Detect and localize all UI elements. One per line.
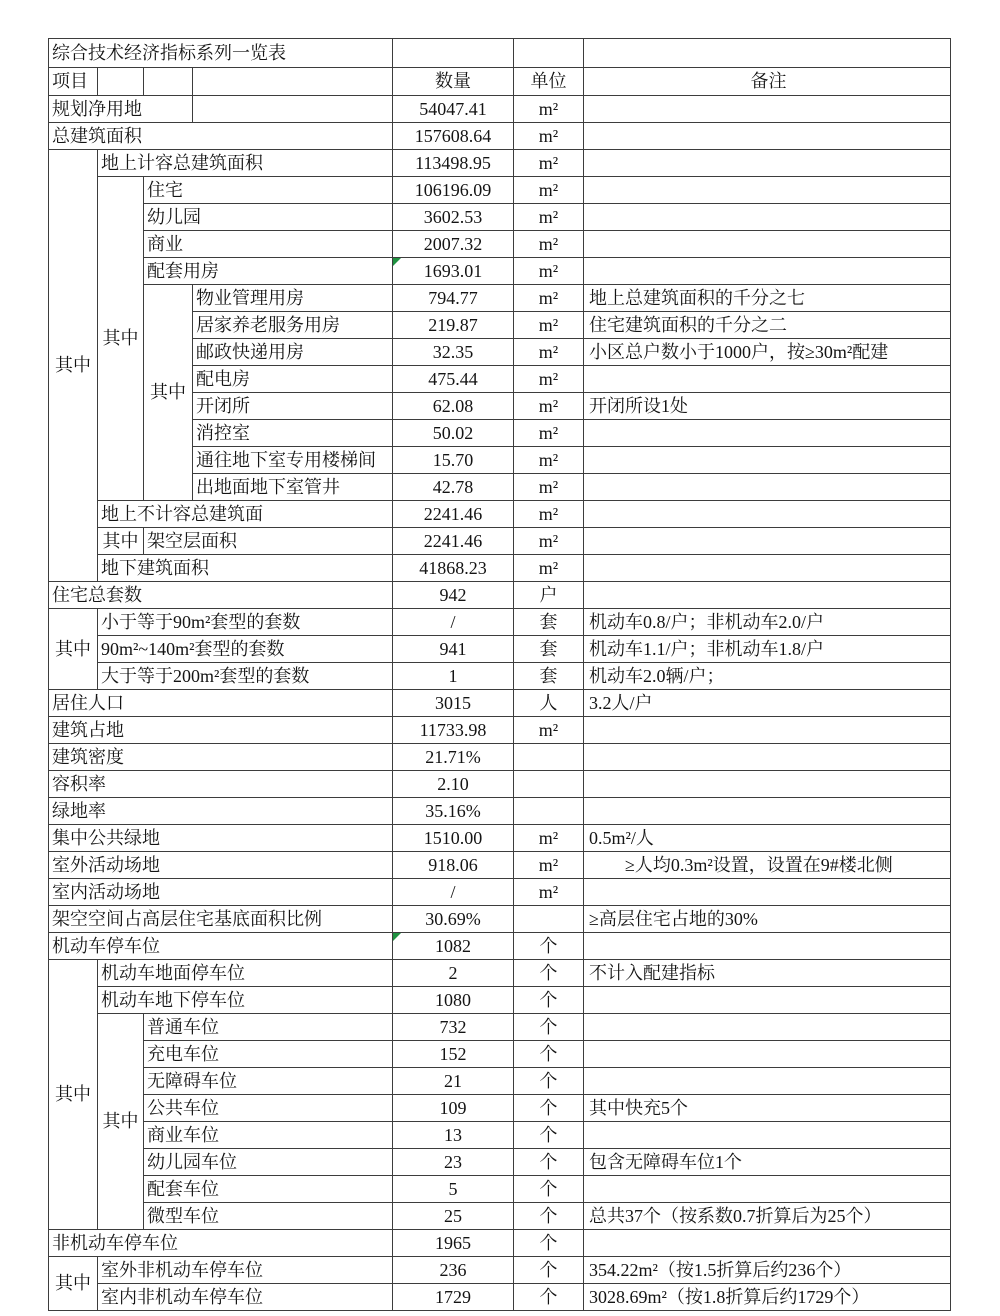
remarks-cell: 3.2人/户 <box>584 690 951 717</box>
unit-cell: 套 <box>514 663 584 690</box>
unit-cell <box>514 39 584 68</box>
table-row <box>49 285 951 312</box>
item-cell: 非机动车停车位 <box>49 1230 393 1257</box>
quantity-cell: 3602.53 <box>393 204 514 231</box>
unit-cell <box>514 744 584 771</box>
item-cell: 大于等于200m²套型的套数 <box>98 663 393 690</box>
remarks-cell: 其中快充5个 <box>584 1095 951 1122</box>
remarks-cell <box>584 231 951 258</box>
unit-cell: 个 <box>514 987 584 1014</box>
quantity-cell: 106196.09 <box>393 177 514 204</box>
unit-cell: m² <box>514 393 584 420</box>
quantity-cell: 5 <box>393 1176 514 1203</box>
item-cell <box>144 68 193 96</box>
remarks-cell <box>584 1122 951 1149</box>
remarks-cell <box>584 1041 951 1068</box>
remarks-cell: 总共37个（按系数0.7折算后为25个） <box>584 1203 951 1230</box>
table-row <box>49 1095 951 1122</box>
remarks-cell <box>584 771 951 798</box>
item-cell: 邮政快递用房 <box>193 339 393 366</box>
remarks-cell <box>584 798 951 825</box>
quantity-cell: 2241.46 <box>393 528 514 555</box>
unit-cell: m² <box>514 177 584 204</box>
table-row <box>49 1257 951 1284</box>
item-cell: 居家养老服务用房 <box>193 312 393 339</box>
unit-cell: m² <box>514 528 584 555</box>
remarks-cell <box>584 96 951 123</box>
item-cell <box>98 68 144 96</box>
unit-cell: 户 <box>514 582 584 609</box>
unit-cell: 个 <box>514 1230 584 1257</box>
unit-cell: 个 <box>514 1203 584 1230</box>
quantity-cell: 30.69% <box>393 906 514 933</box>
quantity-cell: 13 <box>393 1122 514 1149</box>
item-cell: 住宅总套数 <box>49 582 393 609</box>
item-cell: 规划净用地 <box>49 96 193 123</box>
quantity-cell: 21.71% <box>393 744 514 771</box>
remarks-cell: 地上总建筑面积的千分之七 <box>584 285 951 312</box>
unit-cell: m² <box>514 231 584 258</box>
table-row <box>49 690 951 717</box>
unit-cell: m² <box>514 474 584 501</box>
item-cell: 绿地率 <box>49 798 393 825</box>
table-row <box>49 582 951 609</box>
group-label-cell: 其中 <box>98 177 144 501</box>
item-cell: 出地面地下室管井 <box>193 474 393 501</box>
item-cell: 商业 <box>144 231 393 258</box>
item-cell: 消控室 <box>193 420 393 447</box>
remarks-cell <box>584 366 951 393</box>
remarks-cell <box>584 123 951 150</box>
item-cell: 地上不计容总建筑面 <box>98 501 393 528</box>
unit-cell: 个 <box>514 1176 584 1203</box>
table-row <box>49 1203 951 1230</box>
item-cell: 项目 <box>49 68 98 96</box>
table-row <box>49 96 951 123</box>
table-row <box>49 231 951 258</box>
quantity-cell: 2.10 <box>393 771 514 798</box>
unit-cell: m² <box>514 825 584 852</box>
unit-cell: 套 <box>514 636 584 663</box>
unit-cell: 个 <box>514 1014 584 1041</box>
quantity-cell <box>393 39 514 68</box>
quantity-cell: 54047.41 <box>393 96 514 123</box>
item-cell: 住宅 <box>144 177 393 204</box>
unit-cell: m² <box>514 447 584 474</box>
quantity-cell: 152 <box>393 1041 514 1068</box>
title-row <box>49 39 951 68</box>
unit-cell: 套 <box>514 609 584 636</box>
table-row <box>49 177 951 204</box>
item-cell: 建筑密度 <box>49 744 393 771</box>
quantity-cell: 918.06 <box>393 852 514 879</box>
quantity-cell: 1080 <box>393 987 514 1014</box>
unit-cell <box>514 906 584 933</box>
unit-cell: m² <box>514 339 584 366</box>
remarks-cell <box>584 582 951 609</box>
table-row <box>49 1041 951 1068</box>
unit-cell: 人 <box>514 690 584 717</box>
quantity-cell: 794.77 <box>393 285 514 312</box>
unit-cell: 个 <box>514 1095 584 1122</box>
item-cell: 架空层面积 <box>144 528 393 555</box>
table-row <box>49 852 951 879</box>
item-cell: 通往地下室专用楼梯间 <box>193 447 393 474</box>
item-cell: 架空空间占高层住宅基底面积比例 <box>49 906 393 933</box>
quantity-cell: 50.02 <box>393 420 514 447</box>
item-cell: 普通车位 <box>144 1014 393 1041</box>
remarks-cell: 住宅建筑面积的千分之二 <box>584 312 951 339</box>
item-cell: 无障碍车位 <box>144 1068 393 1095</box>
item-cell: 室外非机动车停车位 <box>98 1257 393 1284</box>
remarks-cell: 354.22m²（按1.5折算后约236个） <box>584 1257 951 1284</box>
remarks-cell <box>584 744 951 771</box>
item-cell: 地下建筑面积 <box>98 555 393 582</box>
unit-cell <box>514 798 584 825</box>
table-row <box>49 906 951 933</box>
table-row <box>49 555 951 582</box>
remarks-cell: 小区总户数小于1000户，按≥30m²配建 <box>584 339 951 366</box>
unit-cell: m² <box>514 96 584 123</box>
table-row <box>49 1122 951 1149</box>
remarks-cell <box>584 555 951 582</box>
quantity-cell: 42.78 <box>393 474 514 501</box>
quantity-cell: / <box>393 609 514 636</box>
item-cell <box>193 68 393 96</box>
quantity-cell: 35.16% <box>393 798 514 825</box>
comment-marker-icon <box>393 933 401 941</box>
item-cell: 90m²~140m²套型的套数 <box>98 636 393 663</box>
table-row <box>49 1014 951 1041</box>
quantity-cell: 62.08 <box>393 393 514 420</box>
remarks-cell: 3028.69m²（按1.8折算后约1729个） <box>584 1284 951 1311</box>
quantity-cell: 942 <box>393 582 514 609</box>
unit-cell: m² <box>514 366 584 393</box>
table-row <box>49 933 951 960</box>
quantity-header: 数量 <box>393 68 514 96</box>
unit-cell <box>514 771 584 798</box>
unit-cell: 个 <box>514 933 584 960</box>
item-cell: 机动车地下停车位 <box>98 987 393 1014</box>
table-row <box>49 987 951 1014</box>
unit-cell: 个 <box>514 1041 584 1068</box>
item-cell: 商业车位 <box>144 1122 393 1149</box>
item-cell: 微型车位 <box>144 1203 393 1230</box>
unit-cell: m² <box>514 150 584 177</box>
unit-cell: m² <box>514 312 584 339</box>
table-row <box>49 1176 951 1203</box>
item-cell: 机动车地面停车位 <box>98 960 393 987</box>
remarks-cell <box>584 1014 951 1041</box>
item-cell: 公共车位 <box>144 1095 393 1122</box>
remarks-cell <box>584 987 951 1014</box>
item-cell: 室内活动场地 <box>49 879 393 906</box>
table-row <box>49 258 951 285</box>
unit-cell: m² <box>514 204 584 231</box>
remarks-cell <box>584 447 951 474</box>
unit-cell: m² <box>514 879 584 906</box>
indicator-table <box>48 38 951 1311</box>
quantity-cell: 1693.01 <box>393 258 514 285</box>
remarks-cell: 不计入配建指标 <box>584 960 951 987</box>
table-row <box>49 150 951 177</box>
table-row <box>49 798 951 825</box>
remarks-cell <box>584 258 951 285</box>
unit-cell: m² <box>514 285 584 312</box>
unit-header: 单位 <box>514 68 584 96</box>
indicator-sheet <box>48 38 951 1311</box>
item-cell: 容积率 <box>49 771 393 798</box>
group-label-cell: 其中 <box>144 285 193 501</box>
quantity-cell: 23 <box>393 1149 514 1176</box>
item-cell: 幼儿园 <box>144 204 393 231</box>
item-cell: 室外活动场地 <box>49 852 393 879</box>
table-row <box>49 825 951 852</box>
quantity-cell: 236 <box>393 1257 514 1284</box>
table-row <box>49 744 951 771</box>
remarks-cell <box>584 1230 951 1257</box>
quantity-cell: 32.35 <box>393 339 514 366</box>
unit-cell: m² <box>514 717 584 744</box>
table-row <box>49 960 951 987</box>
unit-cell: 个 <box>514 1149 584 1176</box>
item-cell: 配套用房 <box>144 258 393 285</box>
quantity-cell: 113498.95 <box>393 150 514 177</box>
item-cell: 总建筑面积 <box>49 123 393 150</box>
unit-cell: 个 <box>514 1284 584 1311</box>
item-cell: 充电车位 <box>144 1041 393 1068</box>
remarks-cell <box>584 39 951 68</box>
item-cell: 配电房 <box>193 366 393 393</box>
item-cell: 居住人口 <box>49 690 393 717</box>
remarks-cell <box>584 204 951 231</box>
unit-cell: 个 <box>514 1068 584 1095</box>
remarks-header: 备注 <box>584 68 951 96</box>
quantity-cell: 25 <box>393 1203 514 1230</box>
table-row <box>49 1230 951 1257</box>
remarks-cell <box>584 150 951 177</box>
remarks-cell: 机动车2.0辆/户； <box>584 663 951 690</box>
quantity-cell: 1965 <box>393 1230 514 1257</box>
remarks-cell: ≥高层住宅占地的30% <box>584 906 951 933</box>
item-cell: 建筑占地 <box>49 717 393 744</box>
remarks-cell: 机动车0.8/户；非机动车2.0/户 <box>584 609 951 636</box>
quantity-cell: 157608.64 <box>393 123 514 150</box>
quantity-cell: 109 <box>393 1095 514 1122</box>
quantity-cell: 1729 <box>393 1284 514 1311</box>
comment-marker-icon <box>393 258 401 266</box>
quantity-cell: / <box>393 879 514 906</box>
remarks-cell <box>584 717 951 744</box>
quantity-cell: 941 <box>393 636 514 663</box>
remarks-cell: 开闭所设1处 <box>584 393 951 420</box>
item-cell: 幼儿园车位 <box>144 1149 393 1176</box>
item-cell: 地上计容总建筑面积 <box>98 150 393 177</box>
remarks-cell <box>584 1068 951 1095</box>
group-label-cell: 其中 <box>49 1257 98 1311</box>
table-row <box>49 1284 951 1311</box>
quantity-cell: 3015 <box>393 690 514 717</box>
quantity-cell: 1510.00 <box>393 825 514 852</box>
quantity-cell: 2 <box>393 960 514 987</box>
table-row <box>49 123 951 150</box>
table-row <box>49 879 951 906</box>
table-row <box>49 663 951 690</box>
remarks-cell <box>584 879 951 906</box>
remarks-cell <box>584 474 951 501</box>
table-row <box>49 636 951 663</box>
quantity-cell: 15.70 <box>393 447 514 474</box>
table-row <box>49 528 951 555</box>
group-label-cell: 其中 <box>49 960 98 1230</box>
item-cell: 集中公共绿地 <box>49 825 393 852</box>
quantity-cell: 1 <box>393 663 514 690</box>
table-row <box>49 717 951 744</box>
group-label-cell: 其中 <box>98 1014 144 1230</box>
item-cell <box>193 96 393 123</box>
table-row <box>49 1068 951 1095</box>
unit-cell: m² <box>514 852 584 879</box>
remarks-cell <box>584 420 951 447</box>
unit-cell: m² <box>514 258 584 285</box>
remarks-cell <box>584 501 951 528</box>
item-cell: 机动车停车位 <box>49 933 393 960</box>
group-label-cell: 其中 <box>49 150 98 582</box>
unit-cell: 个 <box>514 960 584 987</box>
table-row <box>49 1149 951 1176</box>
quantity-cell: 2241.46 <box>393 501 514 528</box>
item-cell: 开闭所 <box>193 393 393 420</box>
remarks-cell <box>584 528 951 555</box>
quantity-cell: 475.44 <box>393 366 514 393</box>
quantity-cell: 1082 <box>393 933 514 960</box>
unit-cell: m² <box>514 420 584 447</box>
group-label-cell: 其中 <box>98 528 144 555</box>
remarks-cell <box>584 933 951 960</box>
remarks-cell <box>584 1176 951 1203</box>
quantity-cell: 21 <box>393 1068 514 1095</box>
remarks-cell: 机动车1.1/户；非机动车1.8/户 <box>584 636 951 663</box>
item-cell: 室内非机动车停车位 <box>98 1284 393 1311</box>
indicator-table-body <box>49 39 951 1311</box>
unit-cell: m² <box>514 555 584 582</box>
table-row <box>49 771 951 798</box>
unit-cell: 个 <box>514 1122 584 1149</box>
remarks-cell <box>584 177 951 204</box>
quantity-cell: 2007.32 <box>393 231 514 258</box>
table-row <box>49 501 951 528</box>
unit-cell: m² <box>514 501 584 528</box>
remarks-cell: 包含无障碍车位1个 <box>584 1149 951 1176</box>
table-row <box>49 609 951 636</box>
quantity-cell: 732 <box>393 1014 514 1041</box>
remarks-cell: ≥人均0.3m²设置，设置在9#楼北侧 <box>584 852 951 879</box>
group-label-cell: 其中 <box>49 609 98 690</box>
item-cell: 物业管理用房 <box>193 285 393 312</box>
remarks-cell: 0.5m²/人 <box>584 825 951 852</box>
unit-cell: m² <box>514 123 584 150</box>
sheet-title: 综合技术经济指标系列一览表 <box>49 39 393 68</box>
quantity-cell: 41868.23 <box>393 555 514 582</box>
item-cell: 小于等于90m²套型的套数 <box>98 609 393 636</box>
quantity-cell: 219.87 <box>393 312 514 339</box>
table-row <box>49 204 951 231</box>
quantity-cell: 11733.98 <box>393 717 514 744</box>
unit-cell: 个 <box>514 1257 584 1284</box>
header-row <box>49 68 951 96</box>
item-cell: 配套车位 <box>144 1176 393 1203</box>
